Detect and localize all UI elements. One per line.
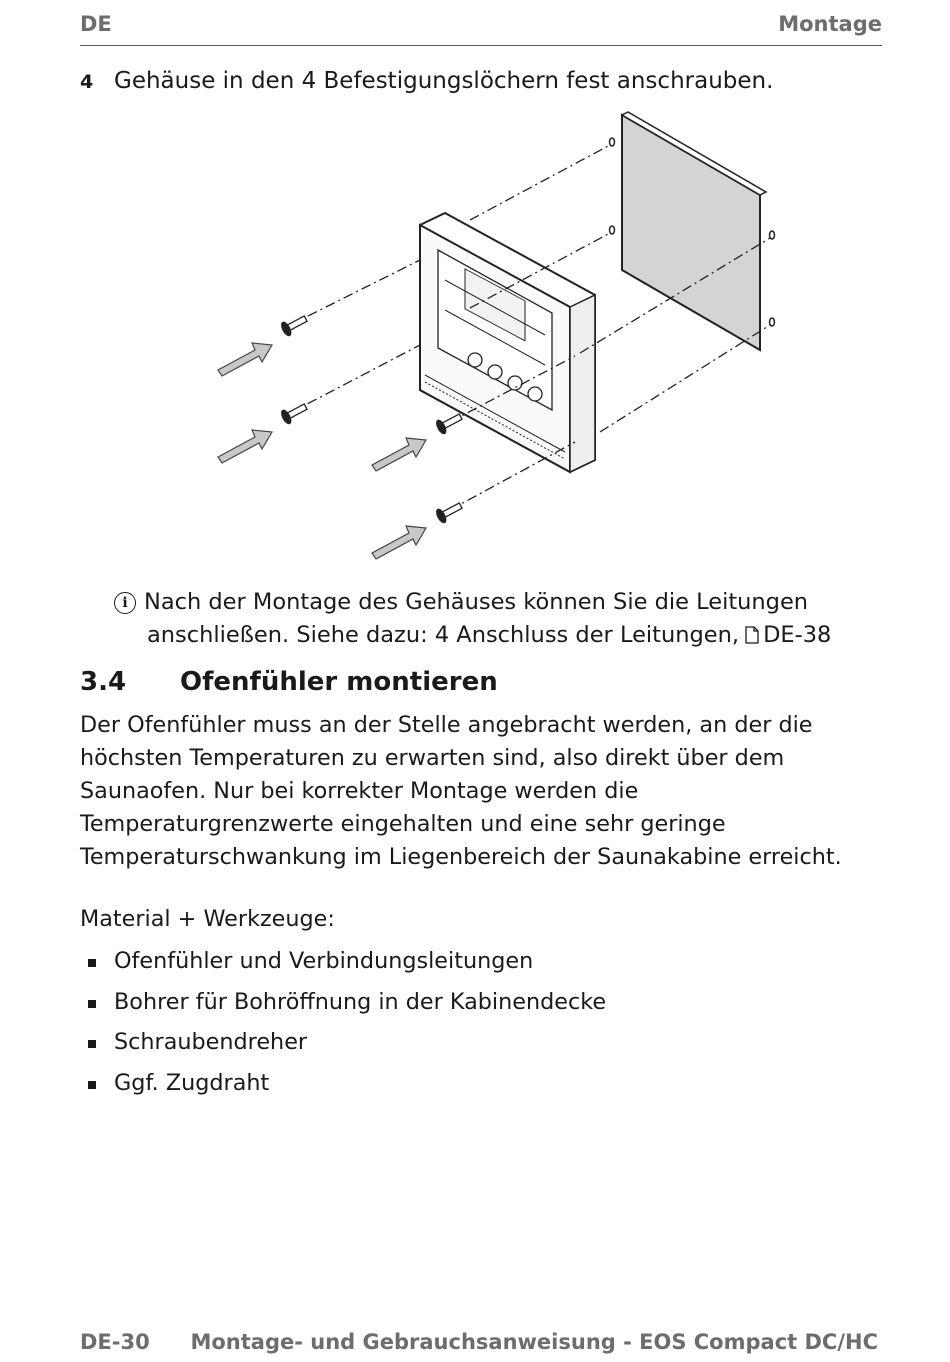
header-divider xyxy=(80,45,882,46)
wall-hole xyxy=(770,318,775,326)
step-number: 4 xyxy=(80,71,94,93)
step-text: Gehäuse in den 4 Befestigungslöchern fest anschrauben. xyxy=(114,68,774,94)
list-item-text: Ofenfühler und Verbindungsleitungen xyxy=(114,948,534,974)
bullet-icon xyxy=(88,1000,96,1008)
screw xyxy=(434,410,464,436)
screw xyxy=(279,312,309,338)
materials-label: Material + Werkzeuge: xyxy=(80,906,335,932)
arrow-icon xyxy=(372,526,426,559)
footer-page-number: DE-30 xyxy=(80,1330,150,1354)
body-paragraph: Der Ofenfühler muss an der Stelle angebracht werden, an der die höchsten Temperaturen zu erwarten sind, also direkt über dem Saunaofen. Nur bei korrekter Montage werden die Temperaturgrenzwerte eingehalten und eine sehr geringe Temperaturschwankung im Liegenbereich der Saunakabine erreicht. xyxy=(80,712,842,870)
controller-housing xyxy=(420,213,595,472)
page-icon xyxy=(745,626,759,644)
list-item xyxy=(80,989,606,1030)
note-text-line2: anschließen. Siehe dazu: 4 Anschluss der Leitungen, xyxy=(147,622,740,648)
list-item xyxy=(80,1029,606,1070)
header-language: DE xyxy=(80,12,112,36)
arrow-icon xyxy=(218,430,272,463)
wall-hole xyxy=(610,226,615,234)
list-item xyxy=(80,948,606,989)
info-note xyxy=(114,586,831,652)
materials-list xyxy=(80,948,606,1110)
wall-hole xyxy=(770,231,775,239)
step-instruction xyxy=(80,68,773,94)
mounting-illustration xyxy=(200,110,800,570)
bullet-icon xyxy=(88,959,96,967)
header-chapter: Montage xyxy=(778,12,882,36)
footer-document-title: Montage- und Gebrauchsanweisung - EOS Compact DC/HC xyxy=(190,1330,878,1354)
arrow-icon xyxy=(218,343,272,376)
wall-hole xyxy=(610,138,615,146)
list-item-text: Bohrer für Bohröffnung in der Kabinendecke xyxy=(114,988,607,1015)
list-item xyxy=(80,1070,606,1111)
list-item-text: Ggf. Zugdraht xyxy=(114,1069,270,1096)
screw xyxy=(434,499,464,525)
bullet-icon xyxy=(88,1040,96,1048)
list-item-text: Schraubendreher xyxy=(114,1029,308,1055)
bullet-icon xyxy=(88,1081,96,1089)
section-number: 3.4 xyxy=(80,667,127,697)
arrow-icon xyxy=(372,438,426,471)
page-reference-link[interactable]: DE-38 xyxy=(763,622,832,648)
note-text-line1: Nach der Montage des Gehäuses können Sie die Leitungen xyxy=(144,589,809,615)
section-title: Ofenfühler montieren xyxy=(180,667,498,697)
screw xyxy=(279,400,309,426)
section-heading xyxy=(80,667,498,697)
info-icon: i xyxy=(114,592,136,614)
